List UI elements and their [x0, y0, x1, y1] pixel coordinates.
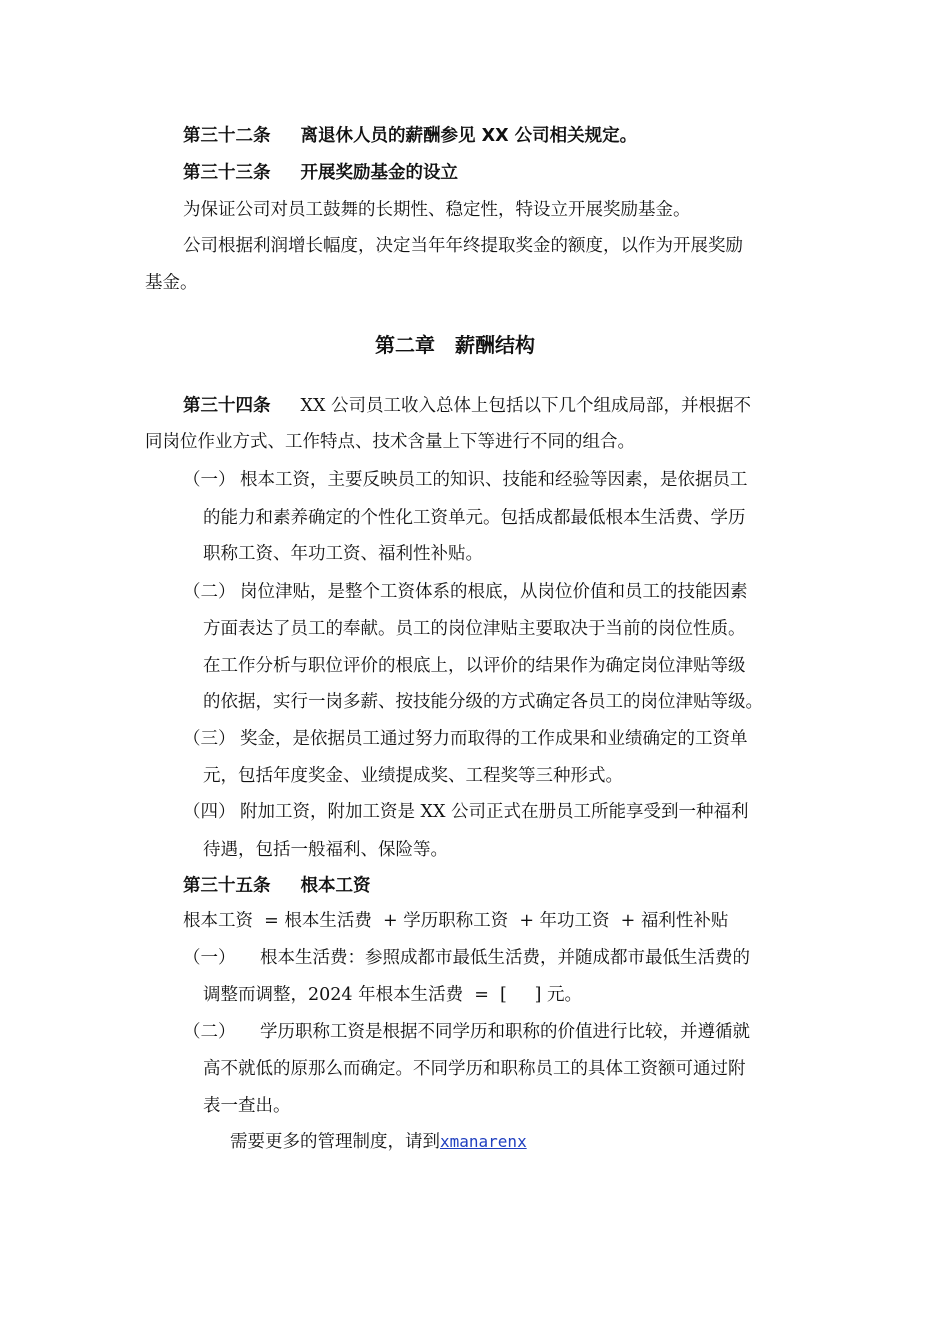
article-number: 第三十四条 — [183, 396, 271, 416]
chapter-title: 第二章 薪酬结构 — [375, 333, 535, 357]
paragraph-line: 同岗位作业方式、工作特点、技术含量上下等进行不同的组合。 — [145, 432, 635, 452]
article-number: 第三十二条 — [183, 126, 271, 146]
paragraph: 为保证公司对员工鼓舞的长期性、稳定性，特设立开展奖励基金。 — [183, 200, 691, 220]
list-item-line: 表一查出。 — [203, 1096, 291, 1116]
list-item-line: 调整而调整，2024 年根本生活费 = [ ] 元。 — [203, 985, 583, 1005]
list-item-label: （三） — [183, 729, 236, 749]
paragraph-line: 基金。 — [145, 273, 198, 293]
article-text: 开展奖励基金的设立 — [300, 163, 458, 183]
article-32 — [183, 128, 637, 146]
list-item-line: 方面表达了员工的奉献。员工的岗位津贴主要取决于当前的岗位性质。 — [203, 619, 746, 639]
formula: 根本工资 = 根本生活费 + 学历职称工资 + 年功工资 + 福利性补贴 — [183, 911, 729, 931]
list-item-line: 奖金，是依据员工通过努力而取得的工作成果和业绩确定的工资单 — [240, 729, 748, 749]
list-item-line: 的能力和素养确定的个性化工资单元。包括成都最低根本生活费、学历 — [203, 508, 746, 528]
list-item-line: 的依据，实行一岗多薪、按技能分级的方式确定各员工的岗位津贴等级。 — [203, 692, 763, 712]
list-item-line: 高不就低的原那么而确定。不同学历和职称员工的具体工资额可通过附 — [203, 1059, 746, 1079]
article-34 — [183, 398, 751, 416]
list-item-line: 岗位津贴，是整个工资体系的根底，从岗位价值和员工的技能因素 — [240, 582, 748, 602]
list-item-line: 元，包括年度奖金、业绩提成奖、工程奖等三种形式。 — [203, 766, 623, 786]
article-35 — [183, 878, 371, 896]
list-item-line: 在工作分析与职位评价的根底上，以评价的结果作为确定岗位津贴等级 — [203, 656, 746, 676]
list-item-label: （二） — [183, 582, 236, 602]
article-number: 第三十五条 — [183, 876, 271, 896]
article-text: 根本工资 — [300, 876, 371, 896]
list-item-label: （一） — [183, 470, 236, 490]
list-item-line: 职称工资、年功工资、福利性补贴。 — [203, 544, 483, 564]
article-33 — [183, 165, 458, 183]
article-text: XX 公司员工收入总体上包括以下几个组成局部，并根据不 — [300, 396, 751, 416]
list-item-label: （一） — [183, 948, 236, 968]
list-item-label: （二） — [183, 1022, 236, 1042]
list-item-line: 待遇，包括一般福利、保险等。 — [203, 840, 448, 860]
footer-text: 需要更多的管理制度，请到 — [230, 1132, 440, 1152]
list-item-line: 根本工资，主要反映员工的知识、技能和经验等因素，是依据员工 — [240, 470, 748, 490]
list-item-line: 根本生活费：参照成都市最低生活费，并随成都市最低生活费的 — [260, 948, 750, 968]
paragraph-line: 公司根据利润增长幅度，决定当年年终提取奖金的额度，以作为开展奖励 — [183, 236, 743, 256]
list-item-line: 学历职称工资是根据不同学历和职称的价值进行比较，并遵循就 — [260, 1022, 750, 1042]
article-text: 离退休人员的薪酬参见 XX 公司相关规定。 — [300, 126, 638, 146]
footer-note — [230, 1134, 527, 1152]
list-item-label: （四） — [183, 802, 236, 822]
footer-link[interactable]: xmanarenx — [440, 1132, 527, 1151]
article-number: 第三十三条 — [183, 163, 271, 183]
list-item-line: 附加工资，附加工资是 XX 公司正式在册员工所能享受到一种福利 — [240, 802, 749, 822]
